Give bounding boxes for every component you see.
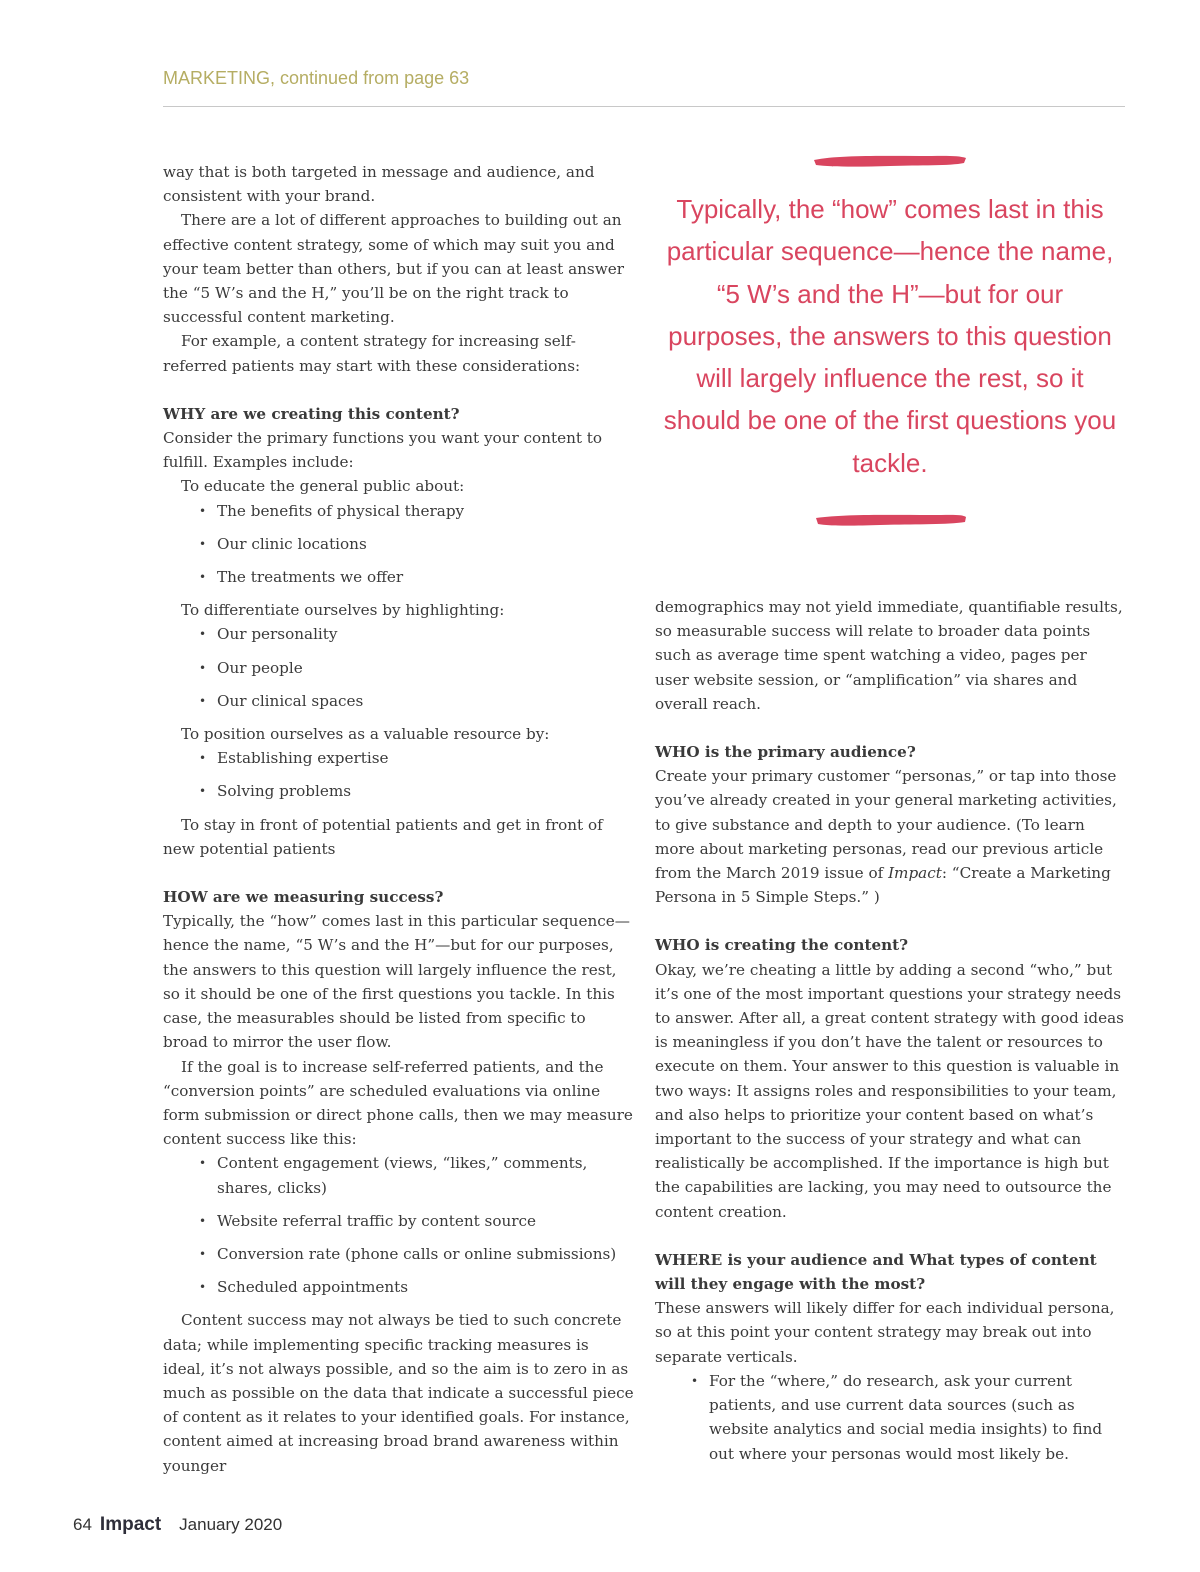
list-item: • Our clinical spaces: [199, 689, 635, 713]
list-item: • Conversion rate (phone calls or online submissions): [199, 1242, 635, 1266]
list-item: • Website referral traffic by content source: [199, 1209, 635, 1233]
issue-date: January 2020: [179, 1515, 283, 1534]
how-body: If the goal is to increase self-referred patients, and the “conversion points” are scheduled evaluations via online form submission or direct phone calls, then we may measure content success like this:: [163, 1057, 633, 1149]
section-kicker: MARKETING, continued from page 63: [163, 68, 470, 88]
how-heading: HOW are we measuring success?: [163, 888, 444, 907]
left-column: [163, 160, 635, 1478]
who-creating-heading: WHO is creating the content?: [655, 936, 909, 955]
list-item: • Solving problems: [199, 779, 635, 803]
list-item: • For the “where,” do research, ask your current patients, and use current data sources (such as website analytics and social media insights) to find out where your personas would most likely be.: [691, 1369, 1125, 1466]
list-item: • Content engagement (views, “likes,” comments, shares, clicks): [199, 1151, 635, 1199]
where-heading: WHERE is your audience and What types of content will they engage with the most?: [655, 1250, 1097, 1294]
magazine-name: Impact: [99, 1514, 162, 1535]
why-heading: WHY are we creating this content?: [163, 404, 460, 423]
differentiate-list: [163, 622, 635, 713]
educate-lead: To educate the general public about:: [181, 477, 465, 496]
pull-quote-text: Typically, the “how” comes last in this particular sequence—hence the name, “5 W’s and the H”—but for our purposes, the answers to this question will largely influence the rest, so it should be one of the first questions you tackle.: [663, 194, 1117, 478]
stay-front-paragraph: To stay in front of potential patients and get in front of new potential patients: [163, 815, 603, 858]
how-body: Typically, the “how” comes last in this particular sequence—hence the name, “5 W’s and the H”—but for our purposes, the answers to this question will largely influence the rest, so it should be one of the first questions you tackle. In this case, the measurables should be listed from specific to broad to mirror the user flow.: [163, 912, 630, 1052]
how-body: Content success may not always be tied to such concrete data; while implementing specific tracking measures is ideal, it’s not always possible, and so the aim is to zero in as much as possible on the data that indicate a successful piece of content as it relates to your identified goals. For instance, content aimed at increasing broad brand awareness within younger: [163, 1311, 634, 1475]
pull-quote: [660, 150, 1120, 532]
list-item: • Our people: [199, 656, 635, 680]
continued-paragraph: demographics may not yield immediate, quantifiable results, so measurable success will relate to broader data points such as average time spent watching a video, pages per user website session, or “amplification” via shares and overall reach.: [655, 598, 1123, 713]
educate-list: [163, 499, 635, 590]
position-lead: To position ourselves as a valuable resource by:: [181, 725, 550, 744]
right-column: [655, 595, 1125, 1475]
why-body: Consider the primary functions you want your content to fulfill. Examples include:: [163, 429, 603, 472]
page-number: 64: [73, 1515, 92, 1534]
brush-stroke-top: [810, 150, 970, 172]
where-list: [655, 1369, 1125, 1466]
where-body: These answers will likely differ for each individual persona, so at this point your content strategy may break out into separate verticals.: [655, 1299, 1115, 1366]
list-item: • The treatments we offer: [199, 565, 635, 589]
who-audience-body: Create your primary customer “personas,” or tap into those you’ve already created in your general marketing activities, to give substance and depth to your audience. (To learn more about marketing personas, read our previous article from the March 2019 issue of Impact: “Create a Marketing Persona in 5 Simple Steps.” ): [655, 767, 1117, 907]
measure-list: [163, 1151, 635, 1299]
position-list: [163, 746, 635, 803]
header-divider: [163, 106, 1125, 107]
list-item: • Our personality: [199, 622, 635, 646]
who-creating-body: Okay, we’re cheating a little by adding a second “who,” but it’s one of the most important questions your strategy needs to answer. After all, a great content strategy with good ideas is meaningless if you don’t have the talent or resources to execute on them. Your answer to this question is valuable in two ways: It assigns roles and responsibilities to your team, and also helps to prioritize your content based on what’s important to the success of your strategy and what can realistically be accomplished. If the importance is high but the capabilities are lacking, you may need to outsource the content creation.: [655, 960, 1124, 1221]
who-audience-heading: WHO is the primary audience?: [655, 743, 916, 762]
intro-paragraph: There are a lot of different approaches to building out an effective content strategy, some of which may suit you and your team better than others, but if you can at least answer the “5 W’s and the H,” you’ll be on the right track to successful content marketing.: [163, 211, 624, 327]
list-item: • Our clinic locations: [199, 532, 635, 556]
differentiate-lead: To differentiate ourselves by highlighting:: [181, 601, 505, 620]
intro-paragraph: way that is both targeted in message and audience, and consistent with your brand.: [163, 163, 595, 206]
page-footer: [73, 1514, 282, 1536]
brush-stroke-bottom: [810, 510, 970, 532]
list-item: • The benefits of physical therapy: [199, 499, 635, 523]
intro-paragraph: For example, a content strategy for increasing self-referred patients may start with these considerations:: [163, 332, 581, 375]
list-item: • Scheduled appointments: [199, 1275, 635, 1299]
list-item: • Establishing expertise: [199, 746, 635, 770]
